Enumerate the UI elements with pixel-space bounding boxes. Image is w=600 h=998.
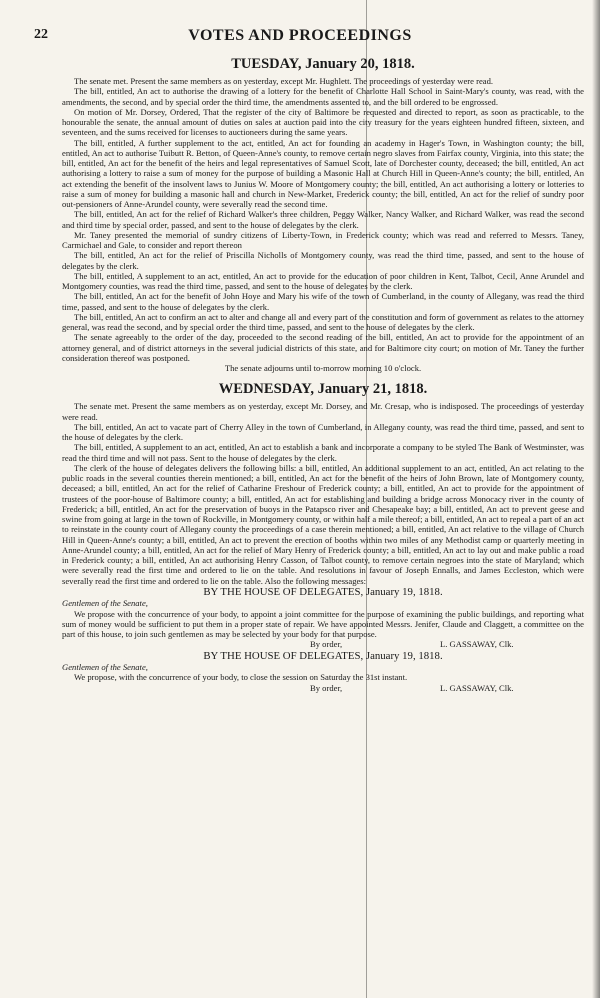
- page-number: 22: [34, 27, 48, 42]
- message-heading: BY THE HOUSE OF DELEGATES, January 19, 1818.: [203, 649, 443, 662]
- date-heading-wednesday: WEDNESDAY, January 21, 1818.: [218, 381, 428, 398]
- paragraph: The bill, entitled, An act for the relief of Priscilla Nicholls of Montgomery county, was read the third time, passed, and sent to the house of delegates by the clerk.: [62, 250, 584, 271]
- paragraph: The bill, entitled, An act to authorise the drawing of a lottery for the benefit of Charlotte Hall School in Saint-Mary's county, was read, with the amendments, the second, and by special order the third time, the amendments assented to, and the bill ordered to be engrossed.: [62, 86, 584, 107]
- running-header: VOTES AND PROCEEDINGS: [188, 27, 412, 44]
- paragraph: The senate met. Present the same members as on yesterday, except Mr. Dorsey, and Mr. Cresap, who is indisposed. The proceedings of yesterday were read.: [62, 401, 584, 422]
- message-body: We propose with the concurrence of your body, to appoint a joint committee for the purpose of examining the public buildings, and reporting what sum of money would be sufficient to put them in a proper state of repair. We have appointed Messrs. Jenifer, Claude and Claggett, a committee on the part of this house, to join such gentlemen as may be selected by your body for that purpose.: [62, 608, 584, 640]
- paragraph: The bill, entitled, A supplement to an act, entitled, An act to establish a bank and incorporate a company to be styled The Bank of Westminster, was read the third time and will not pass. Sent to the house of delegates by the clerk.: [62, 442, 584, 463]
- paragraph: The clerk of the house of delegates delivers the following bills: a bill, entitled, An additional supplement to an act, entitled, An act relating to the public roads in the several counties therein mentioned; a bill, entitled, An act for the benefit of the heirs of John Brown, late of Montgomery county, deceased; a bill, entitled, An act for the relief of Catharine Freshour of Frederick county; a bill, entitled, An act to provide for the appointment of trustees of the poor-house of Baltimore county; a bill, entitled, An act for establishing and building a bridge across Monocacy river in the county of Frederick; a bill, entitled, An act for the preservation of buoys in the Patapsco river and Chesapeake bay; a bill, entitled, An act to prevent geese and swine from going at large in the town of Rockville, in Montgomery county, or within half a mile thereof; a bill, entitled, An act to repeal a part of an act to reinstate in the county court of Allegany county the proceedings of a case therein mentioned; a bill, entitled, An act relative to the village of Church Hill in Queen-Anne's county; a bill, entitled, An act to prevent the erection of booths within two miles of any Methodist camp or quarterly meeting in Anne-Arundel county; a bill, entitled, An act for the relief of Mary Henry of Frederick county; a bill, entitled, An act to lay out and make public a road in Frederick county; a bill, entitled, An act authorising Henry Casson, of Talbot county, to remove certain negroes into the state of Maryland; which were severally read the first time and ordered to lie on the table. And resolutions in favour of Joseph Ennalls, and James Eccleston, which were severally read the first time and ordered to lie on the table. Also the following messages:: [62, 462, 584, 586]
- paragraph: The bill, entitled, An act for the benefit of John Hoye and Mary his wife of the town of Cumberland, in the county of Allegany, was read the third time, passed, and sent to the house of delegates by the clerk.: [62, 291, 584, 312]
- page-edge-shadow: [592, 0, 600, 998]
- paragraph: The bill, entitled, An act to confirm an act to alter and change all and every part of the constitution and form of government as relates to the attorney general, was read the second, and by special order the third time, passed, and sent to the house of delegates by the clerk.: [62, 311, 584, 332]
- paragraph: The senate met. Present the same members as on yesterday, except Mr. Hughlett. The proceedings of yesterday were read.: [74, 76, 494, 86]
- clerk-name: L. GASSAWAY, Clk.: [440, 682, 514, 693]
- paragraph: The bill, entitled, A further supplement to the act, entitled, An act for founding an academy in Hager's Town, in Washington county; the bill, entitled, An act to authorise Tuibutt R. Betton, of Queen-Anne's county, to remove certain negro slaves from Fairfax county, Virginia, into this state; the bill, entitled, An act for the benefit of the heirs and legal representatives of Samuel Scott, late of Dorchester county, deceased; the bill, entitled, An act authorising a lottery to raise a sum of money for the purpose of building a Masonic Hall at Church Hill in Queen-Anne's county; the bill, entitled, An act extending the benefit of the insolvent laws to Junius W. Moore of Montgomery county; the bill, entitled, An act authorising a lottery or lotteries to raise a sum of money for building a masonic hall and church in New-Market, Frederick county; the bill, entitled, An act for the relief of sundry poor out-pensioners of Anne-Arundel county, were severally read the second time.: [62, 137, 584, 209]
- clerk-name: L. GASSAWAY, Clk.: [440, 639, 514, 650]
- paragraph: The bill, entitled, An act for the relief of Richard Walker's three children, Peggy Walker, Nancy Walker, and Richard Walker, was read the second and third time by special order, passed, and sent to the house of delegates by the clerk.: [62, 209, 584, 230]
- message-salutation: Gentlemen of the Senate,: [62, 662, 148, 673]
- date-heading-tuesday: TUESDAY, January 20, 1818.: [231, 56, 415, 72]
- paragraph: The bill, entitled, An act to vacate part of Cherry Alley in the town of Cumberland, in Allegany county, was read the third time, passed, and sent to the house of delegates by the clerk.: [62, 421, 584, 443]
- message-signature: [62, 683, 584, 693]
- paragraph: On motion of Mr. Dorsey, Ordered, That the register of the city of Baltimore be requested and directed to report, as soon as practicable, to the honourable the senate, the annual amount of duties on sales at auction paid into the city treasury for the years eighteen hundred fifteen, sixteen, and seventeen, and the sums received for licenses to auctioneers during the same years.: [62, 106, 584, 138]
- paragraph: The senate agreeably to the order of the day, proceeded to the second reading of the bill, entitled, An act to provide for the appointment of an attorney general, and of district attorneys in the several judicial districts of this state, and for Baltimore city court; on motion of Mr. Taney the further consideration thereof was postponed.: [62, 332, 584, 363]
- message-heading: BY THE HOUSE OF DELEGATES, January 19, 1818.: [203, 585, 443, 598]
- paragraph: Mr. Taney presented the memorial of sundry citizens of Liberty-Town, in Frederick county; which was read and referred to Messrs. Taney, Carmichael and Gale, to consider and report thereon: [62, 229, 584, 250]
- by-order: By order,: [310, 639, 343, 650]
- by-order: By order,: [310, 682, 343, 693]
- message-salutation: Gentlemen of the Senate,: [62, 598, 148, 609]
- message-body: We propose, with the concurrence of your body, to close the session on Saturday the 31st instant.: [74, 672, 408, 683]
- message-signature: [62, 639, 584, 649]
- page-body: [62, 56, 584, 693]
- adjournment-line: The senate adjourns until to-morrow morning 10 o'clock.: [224, 363, 422, 373]
- paragraph: The bill, entitled, A supplement to an act, entitled, An act to provide for the education of poor children in Kent, Talbot, Cecil, Anne Arundel and Montgomery counties, was read the third time, passed, and sent to the house of delegates by the clerk.: [62, 270, 584, 291]
